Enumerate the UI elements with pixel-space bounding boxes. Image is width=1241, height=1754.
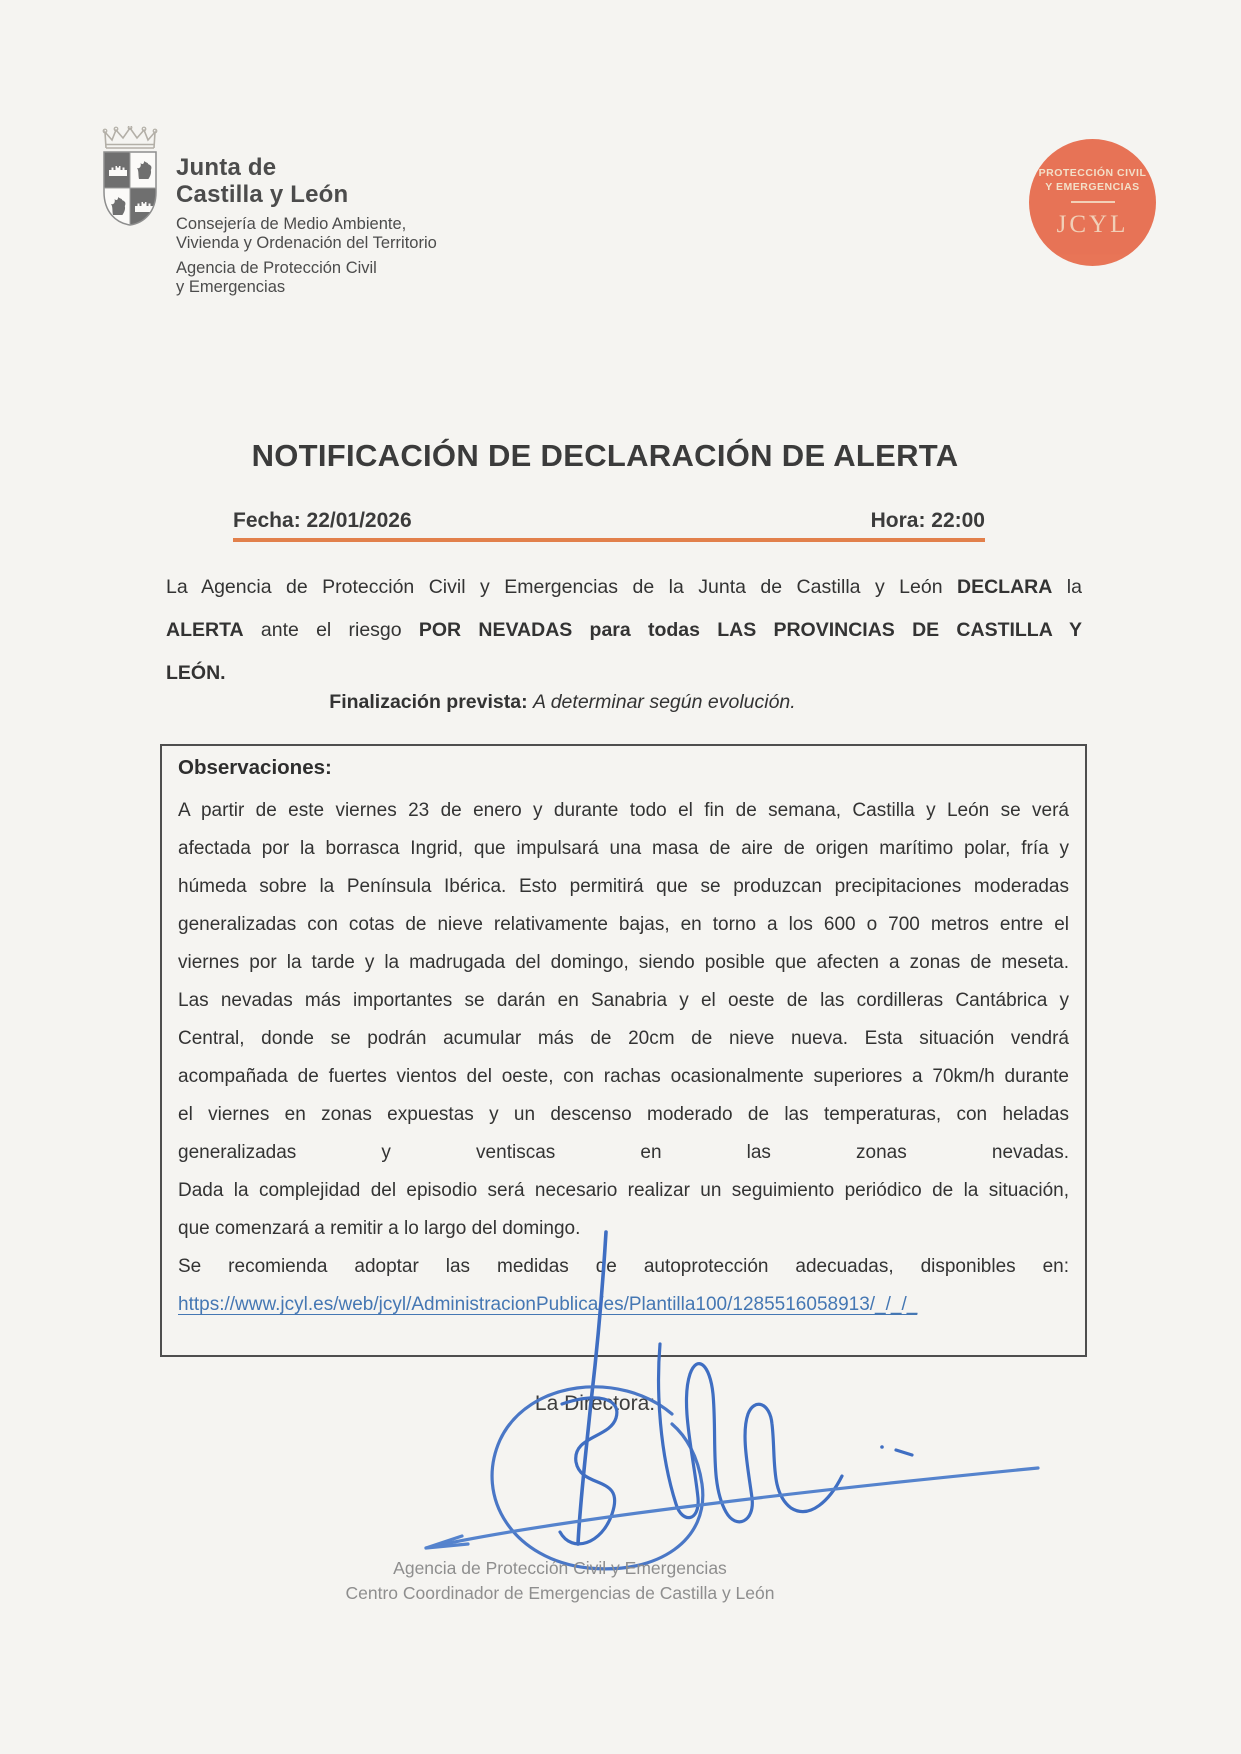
fecha-field — [233, 509, 412, 533]
footer-org-lines — [60, 1556, 1060, 1606]
fecha-value: 22/01/2026 — [306, 509, 412, 532]
fecha-hora-row — [233, 509, 985, 542]
org-dept-group: Consejería de Medio Ambiente, Vivienda y Ordenación del Territorio — [176, 215, 437, 252]
hora-label: Hora: — [870, 509, 926, 532]
observaciones-heading: Observaciones: — [178, 756, 332, 779]
footer-line: Centro Coordinador de Emergencias de Castilla y León — [345, 1583, 775, 1603]
org-logo-block — [98, 126, 437, 303]
stamp-acronym: JCYL — [1056, 211, 1129, 238]
observaciones-line: viernes por la tarde y la madrugada del domingo, siendo posible que afecten a zonas de meseta. — [178, 952, 1069, 973]
stamp-divider — [1071, 201, 1115, 203]
stamp-line1: PROTECCIÓN CIVIL — [1038, 167, 1147, 179]
org-dept-lines — [176, 215, 437, 297]
observaciones-url-link[interactable]: https://www.jcyl.es/web/jcyl/AdministracionPublica/es/Plantilla100/1285516058913/_/_/_ — [178, 1294, 918, 1315]
observaciones-box — [160, 744, 1087, 1357]
observaciones-line: que comenzará a remitir a lo largo del domingo. — [178, 1218, 581, 1239]
observaciones-line: Dada la complejidad del episodio será necesario realizar un seguimiento periódico de la situación, — [178, 1180, 1069, 1201]
hora-field — [871, 509, 985, 533]
finalizacion-line — [165, 691, 960, 714]
declaration-line: LEÓN. — [166, 662, 226, 684]
observaciones-line: Central, donde se podrán acumular más de 20cm de nieve nueva. Esta situación vendrá — [178, 1028, 1069, 1049]
observaciones-line: acompañada de fuertes vientos del oeste, con rachas ocasionalmente superiores a 70km/h durante — [178, 1066, 1069, 1087]
org-name-line2: Castilla y León — [176, 181, 349, 208]
footer-line: Agencia de Protección Civil y Emergencias — [393, 1558, 727, 1578]
org-name-line1: Junta de — [176, 154, 277, 181]
observaciones-lines — [178, 792, 1069, 1324]
org-dept-group: Agencia de Protección Civil y Emergencias — [176, 259, 377, 296]
page-title: NOTIFICACIÓN DE DECLARACIÓN DE ALERTA — [251, 438, 959, 473]
finalizacion-label: Finalización prevista: — [329, 691, 528, 713]
signer-role-label: La Directora: — [534, 1392, 656, 1415]
declaration-line: La Agencia de Protección Civil y Emergencias de la Junta de Castilla y León DECLARA la — [166, 576, 1082, 598]
observaciones-line: A partir de este viernes 23 de enero y durante todo el fin de semana, Castilla y León se verá — [178, 800, 1069, 821]
fecha-label: Fecha: — [233, 509, 301, 532]
observaciones-line: el viernes en zonas expuestas y un descenso moderado de las temperaturas, con heladas — [178, 1104, 1069, 1125]
finalizacion-value: A determinar según evolución. — [533, 691, 796, 713]
observaciones-line: afectada por la borrasca Ingrid, que impulsará una masa de aire de origen marítimo polar, fría y — [178, 838, 1069, 859]
observaciones-line: Las nevadas más importantes se darán en Sanabria y el oeste de las cordilleras Cantábrica y — [178, 990, 1069, 1011]
castilla-leon-coat-of-arms-icon — [98, 126, 162, 228]
stamp-line2: Y EMERGENCIAS — [1045, 181, 1140, 193]
declaration-line: ALERTA ante el riesgo POR NEVADAS para todas LAS PROVINCIAS DE CASTILLA Y — [166, 619, 1082, 641]
declaration-paragraph — [166, 566, 1082, 695]
observaciones-line: generalizadas con cotas de nieve relativamente bajas, en torno a los 600 o 700 metros entre el — [178, 914, 1069, 935]
observaciones-line: Se recomienda adoptar las medidas de autoprotección adecuadas, disponibles en: — [178, 1256, 1069, 1277]
observaciones-line: generalizadas y ventiscas en las zonas nevadas. — [178, 1142, 1069, 1163]
hora-value: 22:00 — [931, 509, 985, 532]
proteccion-civil-stamp — [1029, 139, 1156, 266]
observaciones-line: húmeda sobre la Península Ibérica. Esto permitirá que se produzcan precipitaciones moderadas — [178, 876, 1069, 897]
